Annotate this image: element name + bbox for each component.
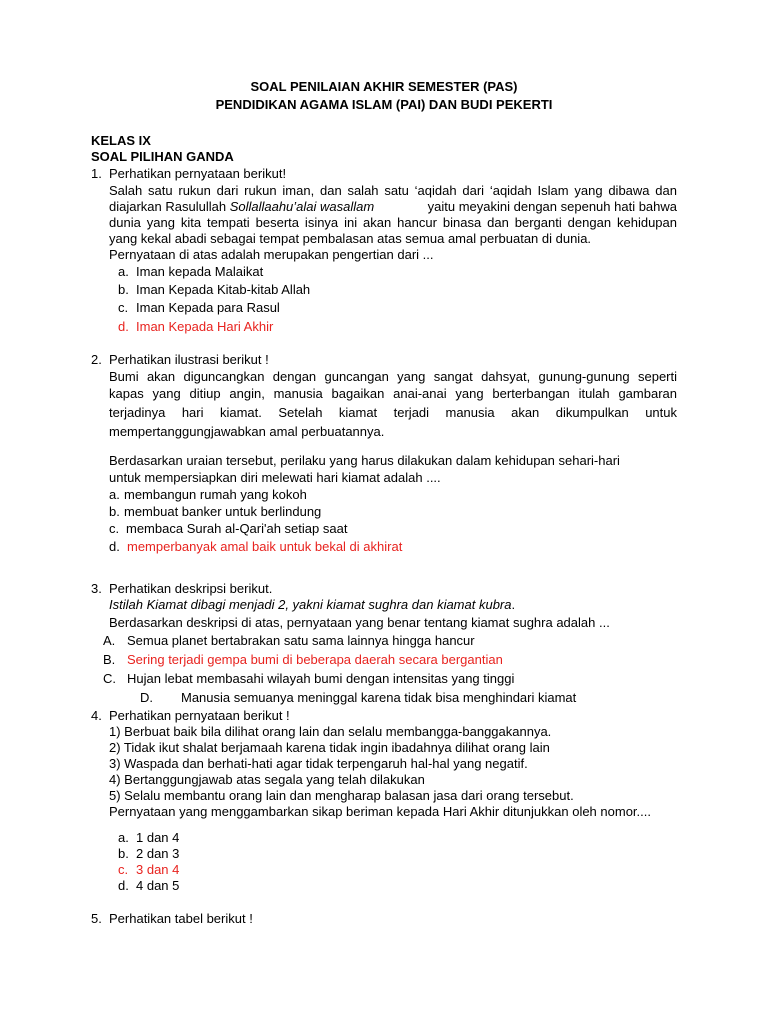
q4-option-text[interactable]: 4 dan 5 bbox=[136, 878, 180, 893]
q2-text-line: Berdasarkan uraian tersebut, perilaku yang harus dilakukan dalam kehidupan sehari-hari bbox=[109, 453, 620, 468]
q2-number: 2. bbox=[91, 352, 102, 367]
q1-option-text[interactable]: Iman kepada Malaikat bbox=[136, 264, 264, 279]
q1-option-text[interactable]: Iman Kepada para Rasul bbox=[136, 300, 280, 315]
q4-option-text-answer[interactable]: 3 dan 4 bbox=[136, 862, 180, 877]
q2-stem: Perhatikan ilustrasi berikut ! bbox=[109, 352, 269, 367]
q1-text-line: dunia yang kita tempati beserta isinya ini akan hancur binasa dan berganti dengan kehidupan bbox=[109, 215, 677, 230]
q3-question: Berdasarkan deskripsi di atas, pernyataan yang benar tentang kiamat sughra adalah ... bbox=[109, 615, 610, 630]
section-label: SOAL PILIHAN GANDA bbox=[91, 149, 234, 164]
q1-text-part: yaitu meyakini dengan sepenuh hati bahwa bbox=[427, 199, 677, 214]
q1-text-line bbox=[109, 199, 677, 215]
q4-option-label[interactable]: a. bbox=[118, 830, 129, 845]
q3-option-label[interactable]: B. bbox=[103, 652, 116, 667]
q2-option-text[interactable]: membaca Surah al-Qari'ah setiap saat bbox=[126, 521, 348, 536]
q3-text-italic: Istilah Kiamat dibagi menjadi 2, yakni kiamat sughra dan kiamat kubra bbox=[109, 597, 512, 612]
q1-option-label[interactable]: a. bbox=[118, 264, 129, 279]
q3-option-text[interactable]: Manusia semuanya meninggal karena tidak bisa menghindari kiamat bbox=[181, 690, 577, 705]
q1-stem: Perhatikan pernyataan berikut! bbox=[109, 166, 287, 181]
class-label: KELAS IX bbox=[91, 133, 151, 148]
q4-stem: Perhatikan pernyataan berikut ! bbox=[109, 708, 290, 723]
q4-option-label[interactable]: d. bbox=[118, 878, 129, 893]
q1-text-line: yang kekal abadi sebagai tempat pembalasan atas semua amal perbuatan di dunia. bbox=[109, 231, 592, 246]
q1-text-line: Salah satu rukun dari rukun iman, dan salah satu ‘aqidah dari ‘aqidah Islam yang dibawa dan bbox=[109, 183, 677, 198]
q1-option-label-answer[interactable]: d. bbox=[118, 319, 129, 334]
q3-option-label[interactable]: D. bbox=[140, 690, 153, 705]
q4-question: Pernyataan yang menggambarkan sikap beriman kepada Hari Akhir ditunjukkan oleh nomor.... bbox=[109, 804, 651, 819]
q5-number: 5. bbox=[91, 911, 102, 926]
q2-text-line: mempertanggungjawabkan amal perbuatannya. bbox=[109, 424, 385, 439]
q2-option-label[interactable]: b. bbox=[109, 504, 120, 519]
q4-number: 4. bbox=[91, 708, 102, 723]
q1-option-label[interactable]: b. bbox=[118, 282, 129, 297]
q3-text-line bbox=[109, 597, 515, 613]
q2-option-text[interactable]: membangun rumah yang kokoh bbox=[124, 487, 307, 502]
q1-option-text[interactable]: Iman Kepada Kitab-kitab Allah bbox=[136, 282, 311, 297]
q3-stem: Perhatikan deskripsi berikut. bbox=[109, 581, 273, 596]
q4-statement: 5) Selalu membantu orang lain dan mengharap balasan jasa dari orang tersebut. bbox=[109, 788, 574, 803]
q2-text-line: kapas yang ditiup angin, manusia bagaikan anai-anai yang berterbangan itulah gambaran bbox=[109, 386, 677, 401]
q2-option-label[interactable]: d. bbox=[109, 539, 120, 554]
q3-option-text[interactable]: Semua planet bertabrakan satu sama lainnya hingga hancur bbox=[127, 633, 475, 648]
q3-option-label[interactable]: A. bbox=[103, 633, 116, 648]
q1-option-label[interactable]: c. bbox=[118, 300, 129, 315]
q4-option-label[interactable]: b. bbox=[118, 846, 129, 861]
q4-statement: 1) Berbuat baik bila dilihat orang lain dan selalu membangga-banggakannya. bbox=[109, 724, 552, 739]
q2-question: untuk mempersiapkan diri melewati hari kiamat adalah .... bbox=[109, 470, 441, 485]
q4-option-text[interactable]: 2 dan 3 bbox=[136, 846, 180, 861]
q4-statement: 2) Tidak ikut shalat berjamaah karena tidak ingin ibadahnya dilihat orang lain bbox=[109, 740, 550, 755]
q1-option-text-answer[interactable]: Iman Kepada Hari Akhir bbox=[136, 319, 274, 334]
q3-option-label[interactable]: C. bbox=[103, 671, 116, 686]
doc-title: SOAL PENILAIAN AKHIR SEMESTER (PAS) bbox=[250, 79, 518, 94]
q4-option-text[interactable]: 1 dan 4 bbox=[136, 830, 180, 845]
q3-option-text-answer[interactable]: Sering terjadi gempa bumi di beberapa daerah secara bergantian bbox=[127, 652, 503, 667]
q1-text-part: diajarkan Rasulullah bbox=[109, 199, 230, 214]
q2-option-text[interactable]: membuat banker untuk berlindung bbox=[124, 504, 322, 519]
q3-option-text[interactable]: Hujan lebat membasahi wilayah bumi dengan intensitas yang tinggi bbox=[127, 671, 515, 686]
q2-option-label[interactable]: c. bbox=[109, 521, 120, 536]
q3-number: 3. bbox=[91, 581, 102, 596]
q4-option-label-answer[interactable]: c. bbox=[118, 862, 129, 877]
q1-number: 1. bbox=[91, 166, 102, 181]
q2-text-line: Bumi akan diguncangkan dengan guncangan yang sangat dahsyat, gunung-gunung seperti bbox=[109, 369, 677, 384]
doc-subtitle: PENDIDIKAN AGAMA ISLAM (PAI) DAN BUDI PEKERTI bbox=[215, 97, 553, 112]
q2-option-text-answer[interactable]: memperbanyak amal baik untuk bekal di akhirat bbox=[127, 539, 403, 554]
q3-text-period: . bbox=[511, 597, 516, 612]
q2-option-label[interactable]: a. bbox=[109, 487, 120, 502]
q1-question: Pernyataan di atas adalah merupakan pengertian dari ... bbox=[109, 247, 434, 262]
q2-text-line: terjadinya hari kiamat. Setelah kiamat terjadi manusia akan dikumpulkan untuk bbox=[109, 405, 677, 420]
q4-statement: 4) Bertanggungjawab atas segala yang telah dilakukan bbox=[109, 772, 425, 787]
q1-text-italic: Sollallaahu’alai wasallam bbox=[229, 199, 375, 214]
q4-statement: 3) Waspada dan berhati-hati agar tidak terpengaruh hal-hal yang negatif. bbox=[109, 756, 528, 771]
q5-stem: Perhatikan tabel berikut ! bbox=[109, 911, 253, 926]
